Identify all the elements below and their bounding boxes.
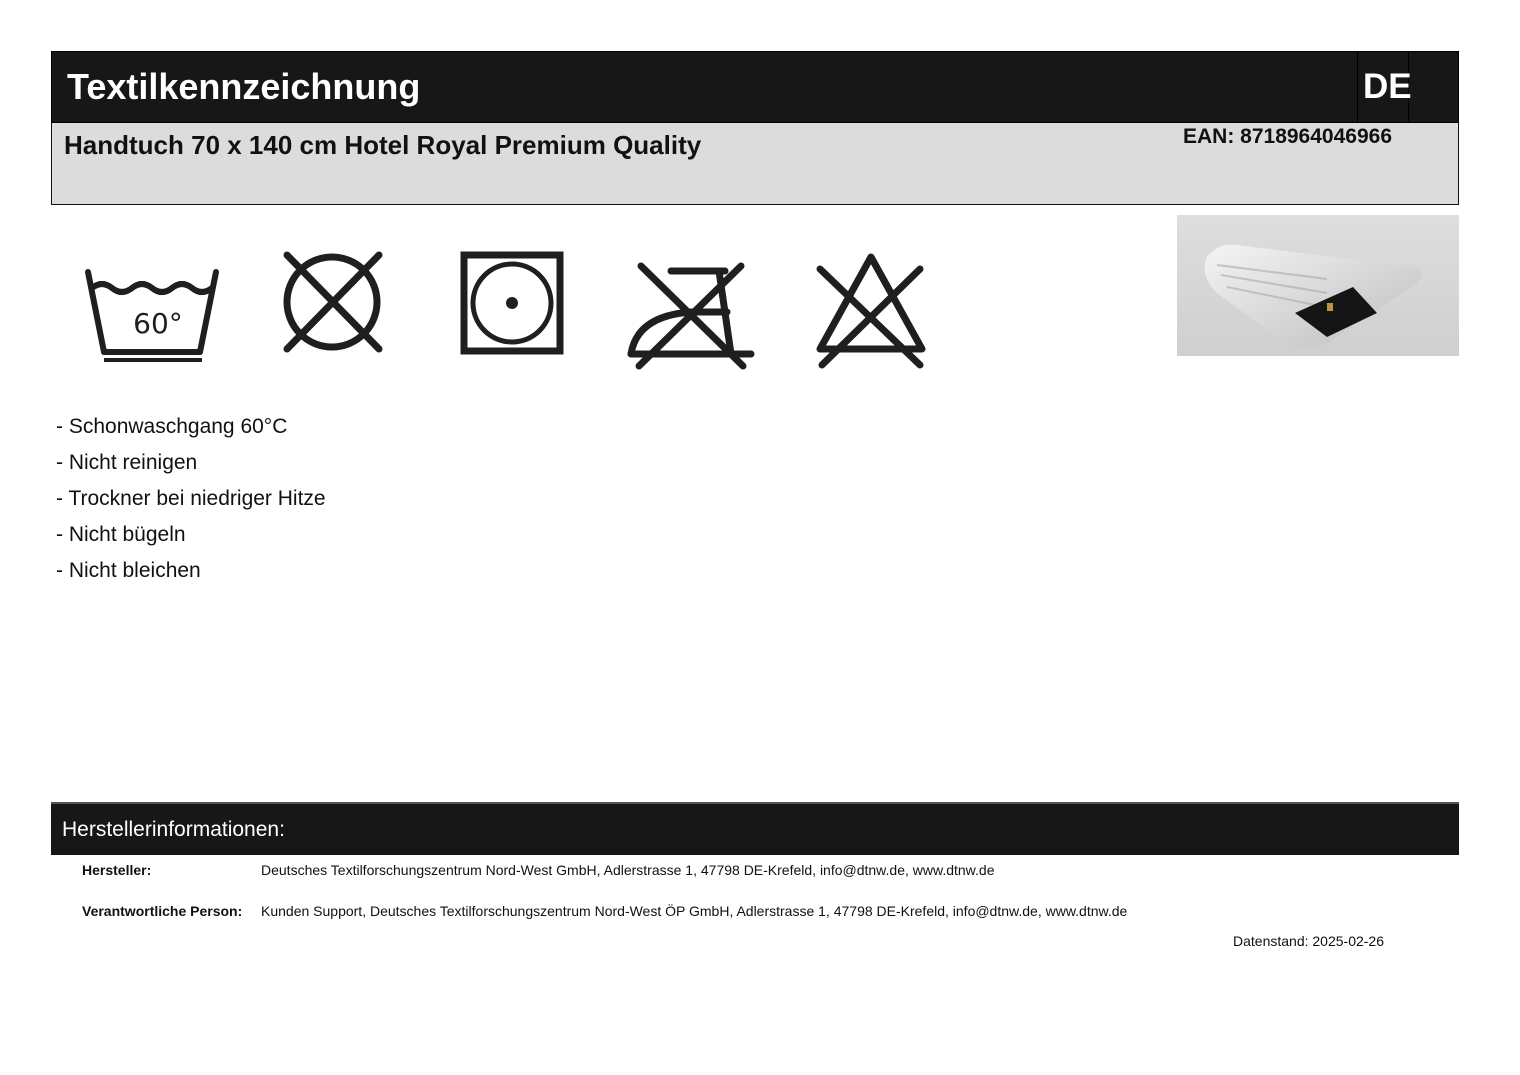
ean-code: EAN: 8718964046966 [1183,125,1392,148]
manufacturer-info-header [51,802,1459,855]
date-stamp: Datenstand: 2025-02-26 [1233,933,1384,949]
product-name: Handtuch 70 x 140 cm Hotel Royal Premium Quality [64,130,702,160]
care-instruction-item: - Trockner bei niedriger Hitze [56,487,326,510]
care-instruction-item: - Nicht bügeln [56,523,186,546]
product-bar [51,123,1459,205]
page-title: Textilkennzeichnung [67,66,421,107]
responsible-person-label: Verantwortliche Person: [82,903,243,919]
do-not-iron-icon [627,260,755,372]
wash-temperature-label: 60° [133,307,183,340]
responsible-person-value: Kunden Support, Deutsches Textilforschungszentrum Nord-West ÖP GmbH, Adlerstrasse 1, 47798 DE-Krefeld, info@dtnw.de, www.dtnw.de [261,903,1128,919]
care-instruction-item: - Nicht reinigen [56,451,198,474]
care-instruction-item: - Nicht bleichen [56,559,201,582]
do-not-dry-clean-icon [279,249,385,355]
manufacturer-value: Deutsches Textilforschungszentrum Nord-West GmbH, Adlerstrasse 1, 47798 DE-Krefeld, info@dtnw.de, www.dtnw.de [261,862,995,878]
care-instructions-list [56,413,326,593]
product-photo [1177,215,1459,356]
language-badge [1357,51,1412,123]
care-instruction-item: - Schonwaschgang 60°C [56,415,288,438]
tumble-dry-low-icon [460,251,564,355]
manufacturer-info-title: Herstellerinformationen: [62,818,285,841]
header-bar [51,51,1459,123]
manufacturer-label: Hersteller: [82,862,152,878]
do-not-bleach-icon [812,251,930,371]
language-code: DE [1363,67,1412,106]
wash-60-gentle-icon [84,262,224,366]
